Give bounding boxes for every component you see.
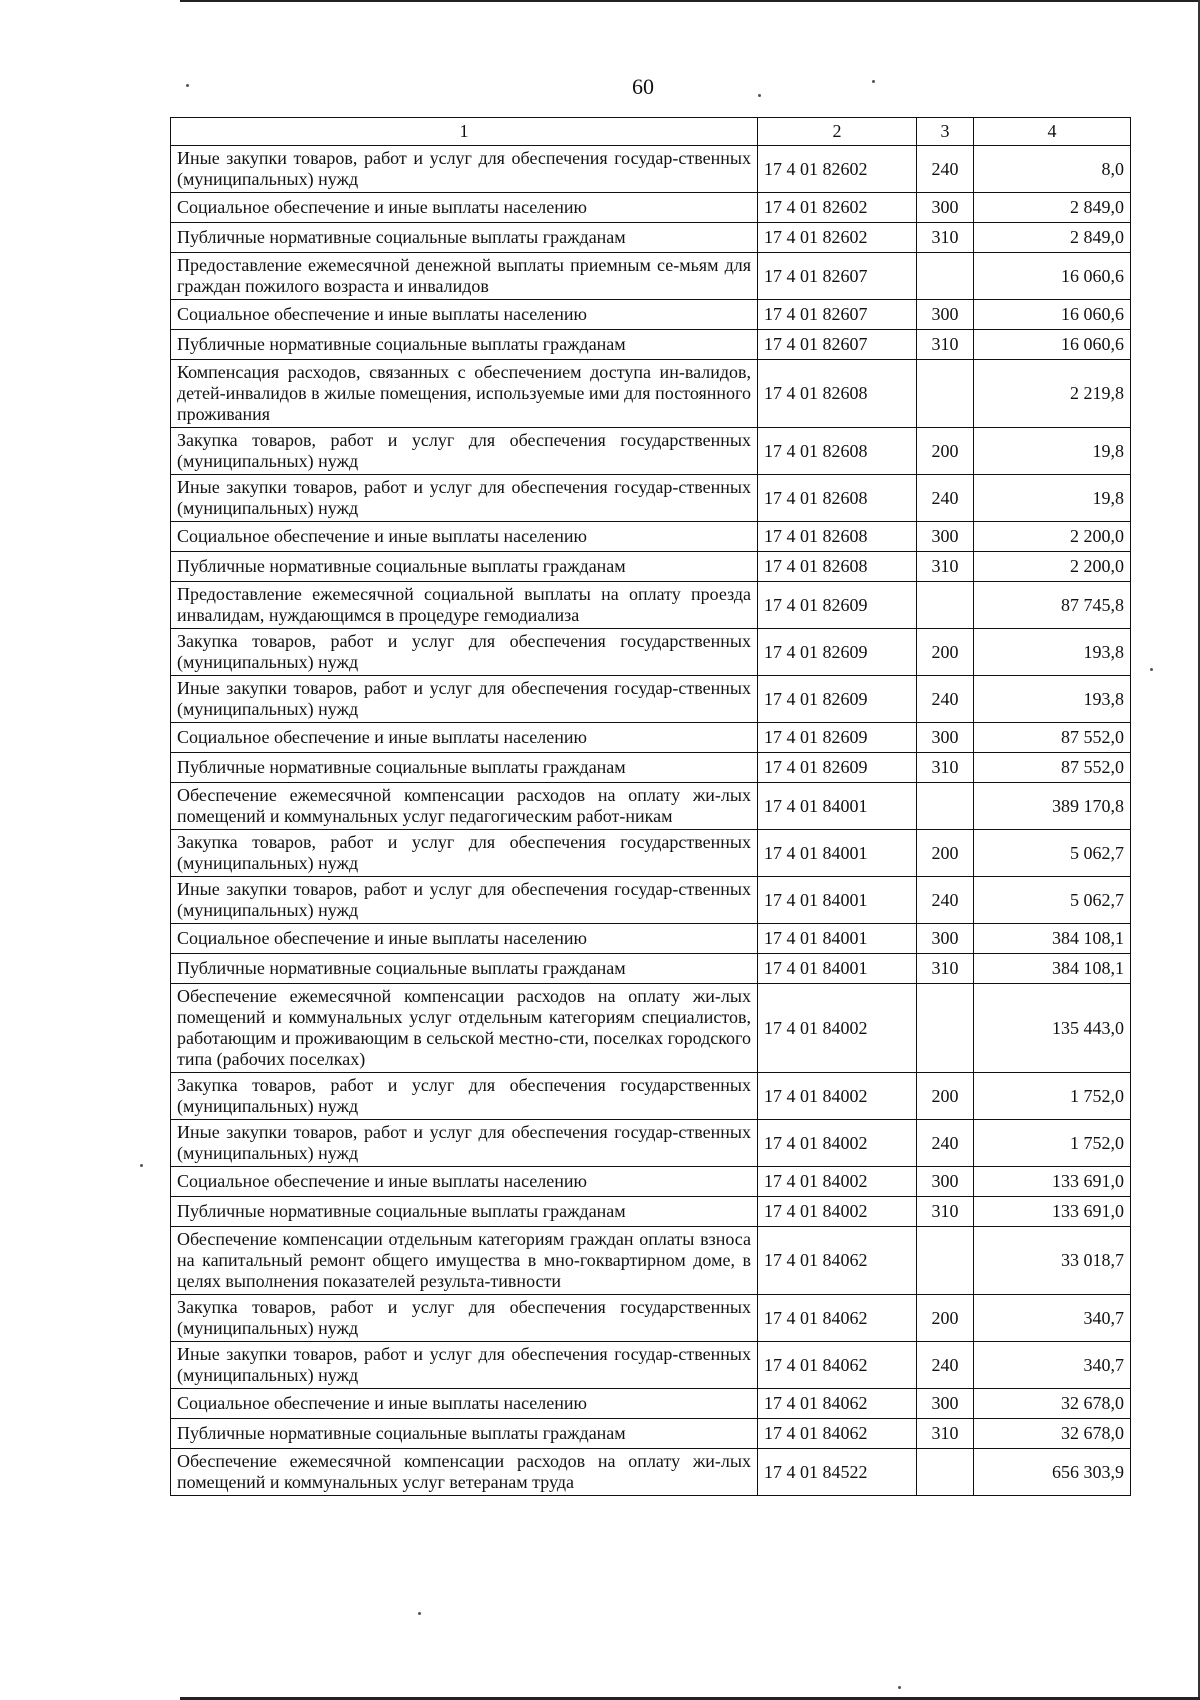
table-row: [171, 1073, 1131, 1120]
row-name-cell: Публичные нормативные социальные выплаты гражданам: [171, 954, 758, 984]
row-type-cell: 240: [917, 877, 974, 924]
row-amount-cell: 5 062,7: [974, 830, 1131, 877]
row-type-cell: 300: [917, 522, 974, 552]
row-code-cell: 17 4 01 82609: [758, 723, 917, 753]
row-amount-cell: 2 849,0: [974, 223, 1131, 253]
row-name-cell: Социальное обеспечение и иные выплаты населению: [171, 924, 758, 954]
row-amount-cell: 32 678,0: [974, 1419, 1131, 1449]
table-row: [171, 629, 1131, 676]
row-amount-cell: 656 303,9: [974, 1449, 1131, 1496]
row-name-cell: Закупка товаров, работ и услуг для обеспечения государственных (муниципальных) нужд: [171, 629, 758, 676]
table-row: [171, 1449, 1131, 1496]
table-row: [171, 1389, 1131, 1419]
row-type-cell: 300: [917, 924, 974, 954]
row-type-cell: [917, 253, 974, 300]
table-row: [171, 1342, 1131, 1389]
row-name-cell: Иные закупки товаров, работ и услуг для обеспечения государ-ственных (муниципальных) нужд: [171, 1120, 758, 1167]
row-code-cell: 17 4 01 82609: [758, 582, 917, 629]
table-row: [171, 193, 1131, 223]
row-code-cell: 17 4 01 82608: [758, 475, 917, 522]
row-type-cell: 310: [917, 1419, 974, 1449]
row-amount-cell: 384 108,1: [974, 924, 1131, 954]
row-name-cell: Компенсация расходов, связанных с обеспечением доступа ин-валидов, детей-инвалидов в жилые помещения, используемые ими для постоянного проживания: [171, 360, 758, 428]
row-amount-cell: 133 691,0: [974, 1197, 1131, 1227]
column-header-name: 1: [171, 118, 758, 146]
row-name-cell: Обеспечение ежемесячной компенсации расходов на оплату жи-лых помещений и коммунальных услуг педагогическим работ-никам: [171, 783, 758, 830]
table-row: [171, 253, 1131, 300]
table-row: [171, 1295, 1131, 1342]
row-code-cell: 17 4 01 84062: [758, 1419, 917, 1449]
row-type-cell: 200: [917, 830, 974, 877]
row-type-cell: 200: [917, 1073, 974, 1120]
row-name-cell: Предоставление ежемесячной социальной выплаты на оплату проезда инвалидам, нуждающимся в процедуре гемодиализа: [171, 582, 758, 629]
row-amount-cell: 16 060,6: [974, 253, 1131, 300]
row-name-cell: Иные закупки товаров, работ и услуг для обеспечения государ-ственных (муниципальных) нужд: [171, 146, 758, 193]
row-type-cell: [917, 783, 974, 830]
row-code-cell: 17 4 01 82608: [758, 552, 917, 582]
row-amount-cell: 8,0: [974, 146, 1131, 193]
row-code-cell: 17 4 01 82602: [758, 146, 917, 193]
table-row: [171, 582, 1131, 629]
row-amount-cell: 340,7: [974, 1342, 1131, 1389]
row-name-cell: Предоставление ежемесячной денежной выплаты приемным се-мьям для граждан пожилого возраста и инвалидов: [171, 253, 758, 300]
row-amount-cell: 87 552,0: [974, 753, 1131, 783]
table-row: [171, 676, 1131, 723]
row-name-cell: Обеспечение компенсации отдельным категориям граждан оплаты взноса на капитальный ремонт общего имущества в мно-гоквартирном доме, в целях выполнения показателей результа-тивности: [171, 1227, 758, 1295]
row-code-cell: 17 4 01 84062: [758, 1342, 917, 1389]
row-amount-cell: 16 060,6: [974, 300, 1131, 330]
row-code-cell: 17 4 01 84002: [758, 1073, 917, 1120]
row-type-cell: [917, 1449, 974, 1496]
table-row: [171, 428, 1131, 475]
row-type-cell: 200: [917, 428, 974, 475]
row-code-cell: 17 4 01 84001: [758, 954, 917, 984]
table-row: [171, 475, 1131, 522]
row-type-cell: [917, 984, 974, 1073]
row-type-cell: 200: [917, 629, 974, 676]
row-type-cell: 300: [917, 1389, 974, 1419]
row-amount-cell: 87 552,0: [974, 723, 1131, 753]
page-number: 60: [632, 74, 654, 99]
table-header-row: [171, 118, 1131, 146]
row-name-cell: Иные закупки товаров, работ и услуг для обеспечения государ-ственных (муниципальных) нужд: [171, 1342, 758, 1389]
row-amount-cell: 2 200,0: [974, 522, 1131, 552]
row-code-cell: 17 4 01 82607: [758, 300, 917, 330]
table-row: [171, 924, 1131, 954]
row-name-cell: Социальное обеспечение и иные выплаты населению: [171, 1167, 758, 1197]
scan-speck: [898, 1686, 901, 1689]
row-name-cell: Обеспечение ежемесячной компенсации расходов на оплату жи-лых помещений и коммунальных услуг ветеранам труда: [171, 1449, 758, 1496]
scan-speck: [418, 1612, 421, 1615]
row-amount-cell: 2 219,8: [974, 360, 1131, 428]
row-name-cell: Иные закупки товаров, работ и услуг для обеспечения государ-ственных (муниципальных) нужд: [171, 475, 758, 522]
row-name-cell: Закупка товаров, работ и услуг для обеспечения государственных (муниципальных) нужд: [171, 1073, 758, 1120]
row-amount-cell: 1 752,0: [974, 1120, 1131, 1167]
row-name-cell: Социальное обеспечение и иные выплаты населению: [171, 193, 758, 223]
row-type-cell: 240: [917, 1342, 974, 1389]
table-row: [171, 783, 1131, 830]
row-name-cell: Закупка товаров, работ и услуг для обеспечения государственных (муниципальных) нужд: [171, 1295, 758, 1342]
row-code-cell: 17 4 01 84002: [758, 1120, 917, 1167]
row-type-cell: 310: [917, 1197, 974, 1227]
table-row: [171, 1419, 1131, 1449]
row-amount-cell: 32 678,0: [974, 1389, 1131, 1419]
row-amount-cell: 135 443,0: [974, 984, 1131, 1073]
row-type-cell: 240: [917, 676, 974, 723]
row-amount-cell: 19,8: [974, 428, 1131, 475]
table-row: [171, 330, 1131, 360]
column-header-code: 2: [758, 118, 917, 146]
row-amount-cell: 19,8: [974, 475, 1131, 522]
row-type-cell: 300: [917, 723, 974, 753]
row-name-cell: Закупка товаров, работ и услуг для обеспечения государственных (муниципальных) нужд: [171, 428, 758, 475]
row-name-cell: Публичные нормативные социальные выплаты гражданам: [171, 552, 758, 582]
row-code-cell: 17 4 01 82602: [758, 193, 917, 223]
row-code-cell: 17 4 01 84002: [758, 1197, 917, 1227]
row-name-cell: Социальное обеспечение и иные выплаты населению: [171, 300, 758, 330]
row-code-cell: 17 4 01 84062: [758, 1227, 917, 1295]
row-code-cell: 17 4 01 84522: [758, 1449, 917, 1496]
row-type-cell: 310: [917, 753, 974, 783]
table-row: [171, 146, 1131, 193]
row-code-cell: 17 4 01 82602: [758, 223, 917, 253]
table-row: [171, 753, 1131, 783]
row-type-cell: [917, 582, 974, 629]
table-row: [171, 984, 1131, 1073]
row-amount-cell: 16 060,6: [974, 330, 1131, 360]
row-code-cell: 17 4 01 82608: [758, 360, 917, 428]
row-type-cell: 300: [917, 193, 974, 223]
row-type-cell: 310: [917, 552, 974, 582]
row-code-cell: 17 4 01 84002: [758, 1167, 917, 1197]
row-code-cell: 17 4 01 84001: [758, 924, 917, 954]
table-row: [171, 723, 1131, 753]
row-name-cell: Публичные нормативные социальные выплаты гражданам: [171, 330, 758, 360]
budget-table: [170, 117, 1131, 1496]
row-type-cell: 310: [917, 223, 974, 253]
row-type-cell: 240: [917, 475, 974, 522]
table-row: [171, 877, 1131, 924]
row-name-cell: Публичные нормативные социальные выплаты гражданам: [171, 753, 758, 783]
row-type-cell: 240: [917, 146, 974, 193]
row-code-cell: 17 4 01 84002: [758, 984, 917, 1073]
row-name-cell: Социальное обеспечение и иные выплаты населению: [171, 723, 758, 753]
row-type-cell: 200: [917, 1295, 974, 1342]
row-code-cell: 17 4 01 84062: [758, 1389, 917, 1419]
row-code-cell: 17 4 01 82609: [758, 629, 917, 676]
table-row: [171, 552, 1131, 582]
table-row: [171, 223, 1131, 253]
row-type-cell: 300: [917, 1167, 974, 1197]
table-row: [171, 300, 1131, 330]
row-type-cell: 240: [917, 1120, 974, 1167]
scan-speck: [140, 1164, 143, 1167]
row-amount-cell: 33 018,7: [974, 1227, 1131, 1295]
row-code-cell: 17 4 01 82607: [758, 330, 917, 360]
row-amount-cell: 340,7: [974, 1295, 1131, 1342]
row-amount-cell: 1 752,0: [974, 1073, 1131, 1120]
column-header-type: 3: [917, 118, 974, 146]
row-name-cell: Иные закупки товаров, работ и услуг для обеспечения государ-ственных (муниципальных) нужд: [171, 676, 758, 723]
scan-top-edge: [180, 0, 1200, 2]
table-row: [171, 954, 1131, 984]
row-name-cell: Закупка товаров, работ и услуг для обеспечения государственных (муниципальных) нужд: [171, 830, 758, 877]
row-code-cell: 17 4 01 84001: [758, 877, 917, 924]
row-amount-cell: 87 745,8: [974, 582, 1131, 629]
scan-speck: [1150, 668, 1153, 671]
row-type-cell: 310: [917, 330, 974, 360]
table-row: [171, 1120, 1131, 1167]
row-code-cell: 17 4 01 82608: [758, 428, 917, 475]
row-type-cell: [917, 1227, 974, 1295]
row-name-cell: Социальное обеспечение и иные выплаты населению: [171, 1389, 758, 1419]
row-name-cell: Социальное обеспечение и иные выплаты населению: [171, 522, 758, 552]
row-name-cell: Обеспечение ежемесячной компенсации расходов на оплату жи-лых помещений и коммунальных услуг отдельным категориям специалистов, работающим и проживающим в сельской местно-сти, поселках городского типа (рабочих поселках): [171, 984, 758, 1073]
row-amount-cell: 5 062,7: [974, 877, 1131, 924]
row-code-cell: 17 4 01 84001: [758, 830, 917, 877]
row-amount-cell: 133 691,0: [974, 1167, 1131, 1197]
row-type-cell: 300: [917, 300, 974, 330]
row-amount-cell: 193,8: [974, 629, 1131, 676]
table-row: [171, 1227, 1131, 1295]
column-header-amount: 4: [974, 118, 1131, 146]
table-body: [171, 146, 1131, 1496]
table-row: [171, 522, 1131, 552]
row-name-cell: Публичные нормативные социальные выплаты гражданам: [171, 223, 758, 253]
row-amount-cell: 193,8: [974, 676, 1131, 723]
row-amount-cell: 384 108,1: [974, 954, 1131, 984]
row-type-cell: [917, 360, 974, 428]
table-row: [171, 360, 1131, 428]
table-row: [171, 1197, 1131, 1227]
table-row: [171, 830, 1131, 877]
row-code-cell: 17 4 01 82609: [758, 753, 917, 783]
row-code-cell: 17 4 01 82607: [758, 253, 917, 300]
row-amount-cell: 2 849,0: [974, 193, 1131, 223]
row-amount-cell: 2 200,0: [974, 552, 1131, 582]
row-code-cell: 17 4 01 82609: [758, 676, 917, 723]
row-name-cell: Иные закупки товаров, работ и услуг для обеспечения государ-ственных (муниципальных) нужд: [171, 877, 758, 924]
row-type-cell: 310: [917, 954, 974, 984]
row-code-cell: 17 4 01 84001: [758, 783, 917, 830]
row-amount-cell: 389 170,8: [974, 783, 1131, 830]
row-code-cell: 17 4 01 82608: [758, 522, 917, 552]
table-row: [171, 1167, 1131, 1197]
row-name-cell: Публичные нормативные социальные выплаты гражданам: [171, 1197, 758, 1227]
row-name-cell: Публичные нормативные социальные выплаты гражданам: [171, 1419, 758, 1449]
row-code-cell: 17 4 01 84062: [758, 1295, 917, 1342]
